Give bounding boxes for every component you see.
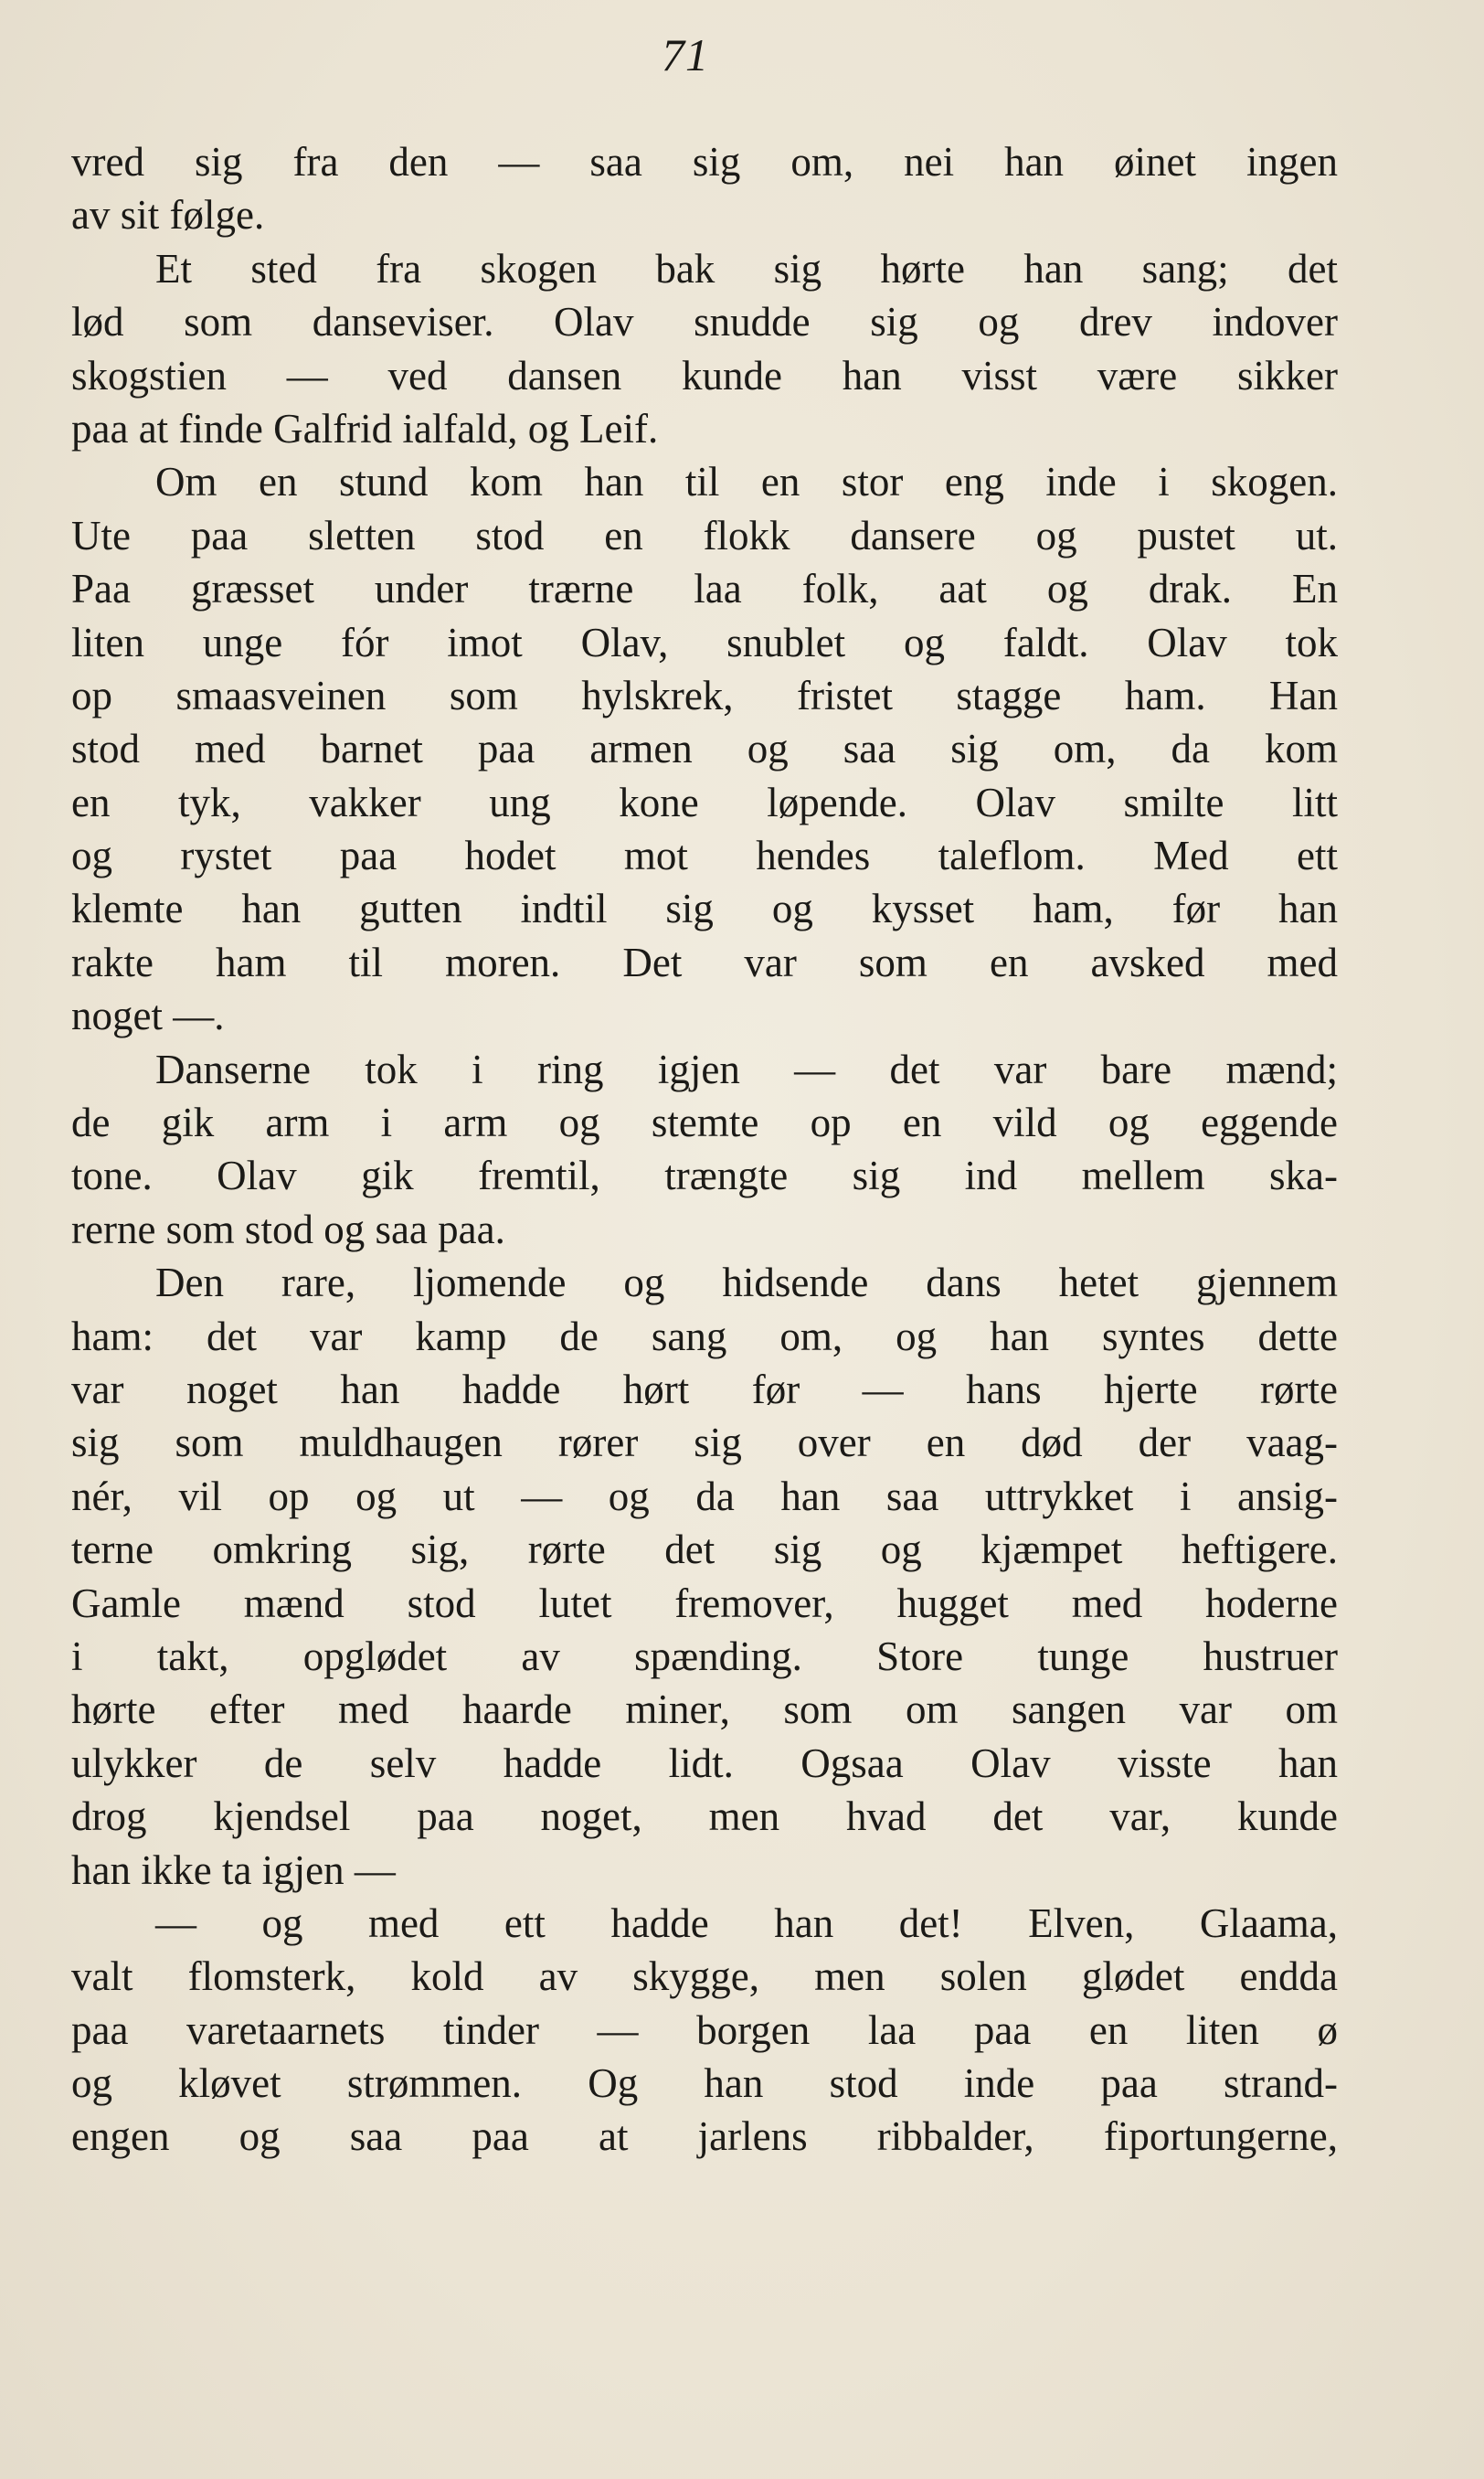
text-line: av sit følge. — [71, 192, 265, 239]
text-line: stod med barnet paa armen og saa sig om, da kom — [71, 726, 1338, 772]
page-number: 71 — [662, 29, 709, 80]
text-line: var noget han hadde hørt før — hans hjerte rørte — [71, 1366, 1338, 1412]
text-line: i takt, opglødet av spænding. Store tunge hustruer — [71, 1633, 1338, 1679]
text-line: paa varetaarnets tinder — borgen laa paa en liten ø — [71, 2006, 1338, 2053]
text-line: Danserne tok i ring igjen — det var bare mænd; — [155, 1046, 1338, 1092]
text-line: noget —. — [71, 993, 225, 1039]
text-line: de gik arm i arm og stemte op en vild og eggende — [71, 1100, 1338, 1146]
text-line: Paa græsset under trærne laa folk, aat og drak. En — [71, 566, 1338, 612]
text-line: liten unge fór imot Olav, snublet og faldt. Olav tok — [71, 619, 1338, 665]
text-line: ham: det var kamp de sang om, og han syntes dette — [71, 1313, 1338, 1359]
text-line: engen og saa paa at jarlens ribbalder, fiportungerne, — [71, 2113, 1338, 2160]
text-line: han ikke ta igjen — — [71, 1846, 396, 1893]
text-line: terne omkring sig, rørte det sig og kjæmpet heftigere. — [71, 1527, 1338, 1573]
text-line: Om en stund kom han til en stor eng inde i skogen. — [155, 459, 1338, 505]
text-line: vred sig fra den — saa sig om, nei han øinet ingen — [71, 139, 1338, 185]
text-line: valt flomsterk, kold av skygge, men solen glødet endda — [71, 1953, 1338, 2000]
text-line: drog kjendsel paa noget, men hvad det var, kunde — [71, 1793, 1338, 1840]
text-line: Et sted fra skogen bak sig hørte han sang; det — [155, 245, 1338, 292]
text-line: — og med ett hadde han det! Elven, Glaama, — [155, 1899, 1338, 1946]
text-line: ulykker de selv hadde lidt. Ogsaa Olav visste han — [71, 1740, 1338, 1786]
text-line: og rystet paa hodet mot hendes taleflom. Med ett — [71, 833, 1338, 879]
text-line: Gamle mænd stod lutet fremover, hugget med hoderne — [71, 1580, 1338, 1626]
text-line: rakte ham til moren. Det var som en avsked med — [71, 939, 1338, 985]
text-line: hørte efter med haarde miner, som om sangen var om — [71, 1686, 1338, 1733]
text-line: en tyk, vakker ung kone løpende. Olav smilte litt — [71, 779, 1338, 825]
text-line: op smaasveinen som hylskrek, fristet stagge ham. Han — [71, 672, 1338, 718]
text-line: Ute paa sletten stod en flokk dansere og pustet ut. — [71, 512, 1338, 559]
text-line: klemte han gutten indtil sig og kysset ham, før han — [71, 886, 1338, 932]
body-text — [71, 135, 1338, 2164]
text-line: lød som danseviser. Olav snudde sig og drev indover — [71, 299, 1338, 346]
text-line: nér, vil op og ut — og da han saa uttrykket i ansig- — [71, 1473, 1338, 1519]
text-line: tone. Olav gik fremtil, trængte sig ind mellem ska- — [71, 1153, 1338, 1199]
text-line: sig som muldhaugen rører sig over en død der vaag- — [71, 1420, 1338, 1466]
text-line: skogstien — ved dansen kunde han visst være sikker — [71, 352, 1338, 399]
text-line: paa at finde Galfrid ialfald, og Leif. — [71, 405, 659, 452]
text-line: rerne som stod og saa paa. — [71, 1206, 505, 1252]
text-line: Den rare, ljomende og hidsende dans hetet gjennem — [155, 1260, 1338, 1306]
text-line: og kløvet strømmen. Og han stod inde paa strand- — [71, 2060, 1338, 2107]
